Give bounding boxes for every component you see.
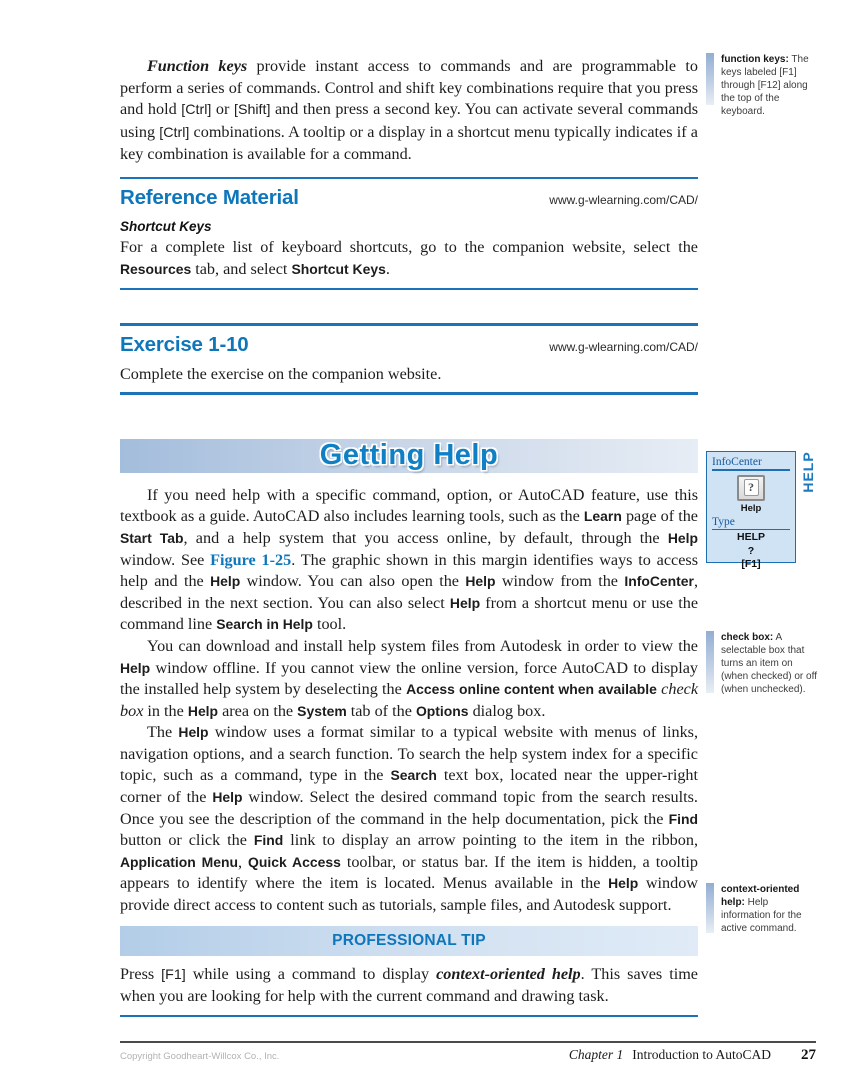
margin-note-text bbox=[721, 53, 818, 118]
paragraph-help-intro: If you need help with a specific command, option, or AutoCAD feature, use this textbook as a guide. AutoCAD also includes learning tools, such as the Learn page of the Start Tab, and a help system that you access online, by default, through the Help window. See Figure 1-25. The graphic shown in this margin identifies ways to access help and the Help window. You can also open the Help window from the InfoCenter, described in the next section. You can also select Help from a shortcut menu or use the command line Search in Help tool. bbox=[120, 485, 699, 634]
section-bottom-rule bbox=[120, 392, 698, 395]
margin-note-bar bbox=[706, 53, 714, 105]
section-reference-material bbox=[120, 177, 698, 290]
main-text-column bbox=[120, 0, 698, 1017]
getting-help-banner bbox=[120, 439, 698, 473]
margin-note-bar bbox=[706, 631, 714, 693]
margin-note-text bbox=[721, 883, 818, 935]
reference-material-title: Reference Material bbox=[120, 186, 299, 210]
exercise-body: Complete the exercise on the companion website. bbox=[120, 364, 442, 383]
infobox-rule bbox=[712, 469, 790, 471]
margin-note-text bbox=[721, 631, 818, 696]
question-mark-icon: ? bbox=[744, 479, 759, 496]
help-button-icon bbox=[737, 475, 765, 501]
margin-note-term: function keys: bbox=[721, 54, 789, 65]
infocenter-label: InfoCenter bbox=[712, 456, 762, 468]
exercise-url: www.g-wlearning.com/CAD/ bbox=[549, 339, 698, 354]
section-exercise-1-10 bbox=[120, 323, 698, 395]
command-f1: [F1] bbox=[741, 558, 761, 570]
help-side-tab-label: HELP bbox=[800, 451, 816, 493]
chapter-label: Chapter 1 bbox=[568, 1046, 624, 1062]
reference-material-url: www.g-wlearning.com/CAD/ bbox=[549, 193, 698, 208]
margin-note-definition: The keys labeled [F1] through [F12] along the top of the keyboard. bbox=[721, 54, 809, 117]
typed-commands bbox=[712, 531, 790, 572]
getting-help-title: Getting Help bbox=[319, 439, 499, 472]
exercise-title: Exercise 1-10 bbox=[120, 332, 249, 356]
command-help: HELP bbox=[736, 531, 765, 543]
margin-note-term: check box: bbox=[721, 632, 774, 643]
infobox-rule bbox=[712, 529, 790, 531]
section-top-rule bbox=[120, 177, 698, 180]
shortcut-keys-subtitle: Shortcut Keys bbox=[120, 219, 212, 235]
page-number: 27 bbox=[801, 1046, 816, 1063]
margin-note-context-help bbox=[706, 883, 818, 935]
professional-tip-title: PROFESSIONAL TIP bbox=[332, 931, 486, 949]
section-bottom-rule bbox=[120, 288, 698, 291]
section-header bbox=[120, 186, 698, 210]
margin-note-bar bbox=[706, 883, 714, 933]
page-footer bbox=[120, 1041, 816, 1064]
section-header bbox=[120, 333, 698, 357]
help-icon-caption: Help bbox=[740, 502, 762, 514]
margin-note-function-keys bbox=[706, 53, 818, 118]
paragraph-function-keys: Function keys provide instant access to commands and are programmable to perform a series of commands. Control and shift key combinations require that you press and hold [Ctrl] or [Shift] and then press a second key. You can activate several commands using [Ctrl] combinations. A tooltip or a display in a shortcut menu typically indicates if a key combination is available for a command. bbox=[120, 57, 698, 164]
margin-note-definition: Help information for the active command. bbox=[721, 897, 802, 934]
command-question: ? bbox=[747, 544, 755, 557]
section-top-rule bbox=[120, 323, 698, 326]
professional-tip-body: Press [F1] while using a command to display context-oriented help. This saves time when you are looking for help with the current command and drawing task. bbox=[120, 964, 698, 1006]
help-icon-wrap bbox=[712, 475, 790, 501]
footer-chapter-info bbox=[569, 1047, 816, 1064]
margin-note-definition: A selectable box that turns an item on (when checked) or off (when unchecked). bbox=[721, 632, 817, 695]
tip-bottom-rule bbox=[120, 1015, 698, 1018]
paragraph-help-offline: You can download and install help system files from Autodesk in order to view the Help window offline. If you cannot view the online version, force AutoCAD to display the installed help system by deselecting the Access online content when available check box in the Help area on the System tab of the Options dialog box. bbox=[120, 636, 699, 720]
help-side-tab bbox=[797, 444, 819, 500]
chapter-title: Introduction to AutoCAD bbox=[632, 1046, 771, 1062]
margin-note-term: context-oriented help: bbox=[721, 884, 800, 908]
infocenter-help-graphic bbox=[706, 451, 796, 570]
copyright-text: Copyright Goodheart-Willcox Co., Inc. bbox=[120, 1050, 280, 1062]
type-label: Type bbox=[712, 515, 735, 528]
margin-note-check-box bbox=[706, 631, 818, 696]
professional-tip-banner bbox=[120, 926, 698, 956]
paragraph-help-window: The Help window uses a format similar to a typical website with menus of links, navigation options, and a search function. To search the help system index for a specific topic, such as a command, type in the Search text box, located near the upper-right corner of the Help window. Select the desired command topic from the search results. Once you see the description of the command in the help documentation, pick the Find button or click the Find link to display an arrow pointing to the item in the ribbon, Application Menu, Quick Access toolbar, or status bar. If the item is hidden, a tooltip appears to identify where the item is located. Menus available in the Help window provide direct access to content such as tutorials, sample files, and Autodesk support. bbox=[120, 723, 699, 915]
footer-rule bbox=[120, 1041, 816, 1043]
reference-material-body: For a complete list of keyboard shortcuts, go to the companion website, select the Resources tab, and select Shortcut Keys. bbox=[120, 238, 698, 279]
